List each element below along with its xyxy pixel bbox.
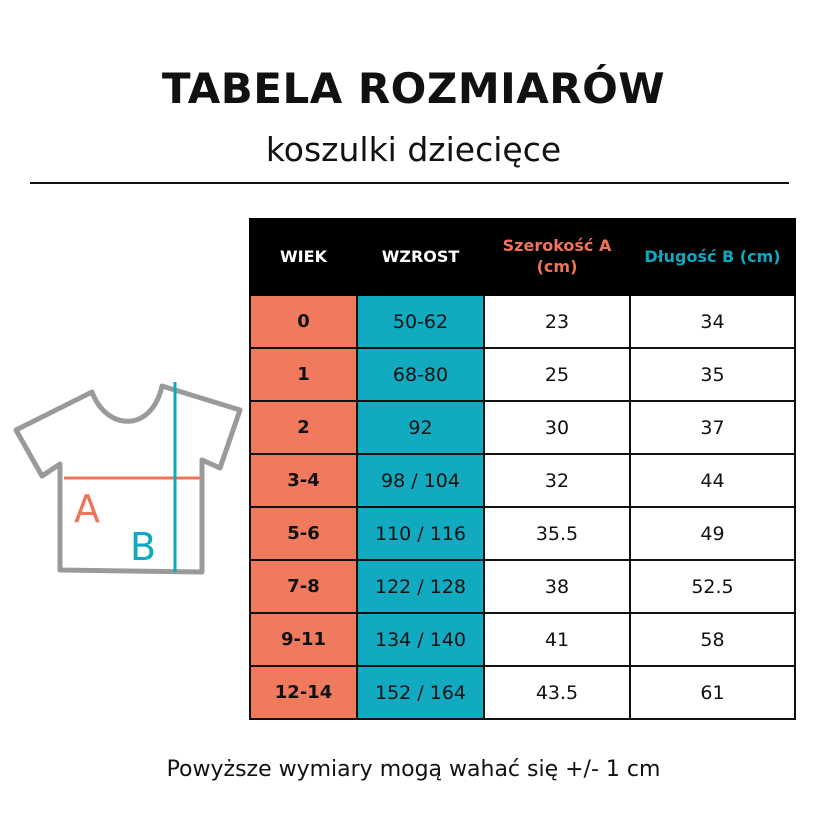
col-header-wiek: WIEK: [250, 219, 357, 295]
tolerance-note: Powyższe wymiary mogą wahać się +/- 1 cm: [166, 757, 661, 782]
cell-wiek: 12-14: [250, 666, 357, 719]
table-row: [250, 560, 795, 613]
cell-wiek: 9-11: [250, 613, 357, 666]
cell-wzrost: 50-62: [357, 295, 484, 348]
col-header-wzrost: WZROST: [357, 219, 484, 295]
cell-wzrost: 98 / 104: [357, 454, 484, 507]
label-a: A: [74, 487, 100, 531]
cell-dlugosc: 34: [630, 295, 795, 348]
cell-dlugosc: 52.5: [630, 560, 795, 613]
cell-szerokosc: 35.5: [484, 507, 630, 560]
cell-szerokosc: 38: [484, 560, 630, 613]
cell-wzrost: 110 / 116: [357, 507, 484, 560]
label-b: B: [130, 525, 157, 569]
cell-wzrost: 152 / 164: [357, 666, 484, 719]
cell-dlugosc: 58: [630, 613, 795, 666]
cell-wzrost: 122 / 128: [357, 560, 484, 613]
table-row: [250, 613, 795, 666]
cell-szerokosc: 23: [484, 295, 630, 348]
page-title: TABELA ROZMIARÓW: [161, 64, 666, 113]
cell-dlugosc: 49: [630, 507, 795, 560]
col-header-szerokosc: Szerokość A (cm): [484, 219, 630, 295]
cell-szerokosc: 41: [484, 613, 630, 666]
cell-szerokosc: 43.5: [484, 666, 630, 719]
table-row: [250, 507, 795, 560]
cell-wiek: 2: [250, 401, 357, 454]
cell-wiek: 5-6: [250, 507, 357, 560]
cell-dlugosc: 44: [630, 454, 795, 507]
table-row: [250, 666, 795, 719]
col-header-dlugosc: Długość B (cm): [630, 219, 795, 295]
cell-dlugosc: 61: [630, 666, 795, 719]
cell-wiek: 0: [250, 295, 357, 348]
size-table: [249, 218, 796, 720]
tshirt-measurement-diagram: [12, 372, 247, 584]
title-divider: [30, 182, 789, 184]
cell-dlugosc: 35: [630, 348, 795, 401]
table-row: [250, 295, 795, 348]
cell-wiek: 3-4: [250, 454, 357, 507]
cell-szerokosc: 32: [484, 454, 630, 507]
cell-wzrost: 68-80: [357, 348, 484, 401]
cell-wzrost: 134 / 140: [357, 613, 484, 666]
table-header-row: [250, 219, 795, 295]
table-row: [250, 454, 795, 507]
cell-dlugosc: 37: [630, 401, 795, 454]
cell-szerokosc: 25: [484, 348, 630, 401]
table-row: [250, 348, 795, 401]
cell-wiek: 7-8: [250, 560, 357, 613]
table-row: [250, 401, 795, 454]
cell-wiek: 1: [250, 348, 357, 401]
page-subtitle: koszulki dziecięce: [265, 130, 562, 169]
cell-szerokosc: 30: [484, 401, 630, 454]
cell-wzrost: 92: [357, 401, 484, 454]
